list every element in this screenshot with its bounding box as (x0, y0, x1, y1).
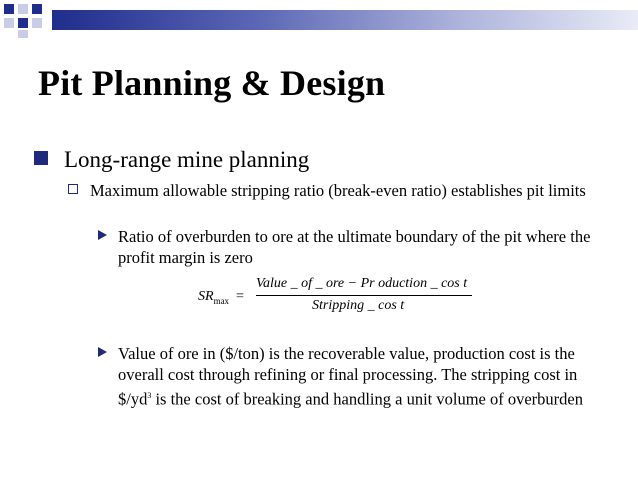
fraction-bar (256, 295, 472, 296)
decor-square (32, 18, 42, 28)
decor-square (32, 4, 42, 14)
bullet-text: Value of ore in ($/ton) is the recoverable value, production cost is the overall cost through refining or final processing. The stripping cost in $\$/yd^3$ is the cost of breaking and handling a unit volume of overburden (118, 344, 583, 409)
decor-square (4, 18, 14, 28)
formula-numerator: Value _ of _ ore − Pr oduction _ cos t (256, 276, 468, 291)
decor-square (18, 4, 28, 14)
bullet-text: Maximum allowable stripping ratio (break-even ratio) establishes pit limits (90, 181, 586, 200)
bullet-text: Ratio of overburden to ore at the ultimate boundary of the pit where the profit margin is zero (118, 227, 591, 267)
decor-square (4, 4, 14, 14)
decor-square (18, 18, 28, 28)
stripping-ratio-formula (198, 276, 488, 326)
formula-lhs: $SR_{max}$ (198, 289, 230, 306)
arrow-bullet-icon (98, 347, 107, 357)
square-bullet-icon (34, 151, 48, 165)
header-decoration (0, 0, 638, 38)
formula-equals: = (236, 289, 244, 304)
header-gradient-bar (52, 10, 638, 30)
decor-square (18, 30, 28, 38)
formula-denominator: Stripping _ cos t (312, 298, 405, 313)
slide-title: Pit Planning & Design (38, 63, 386, 103)
arrow-bullet-icon (98, 230, 107, 240)
bullet-text: Long-range mine planning (64, 147, 310, 172)
hollow-square-bullet-icon (68, 184, 78, 194)
